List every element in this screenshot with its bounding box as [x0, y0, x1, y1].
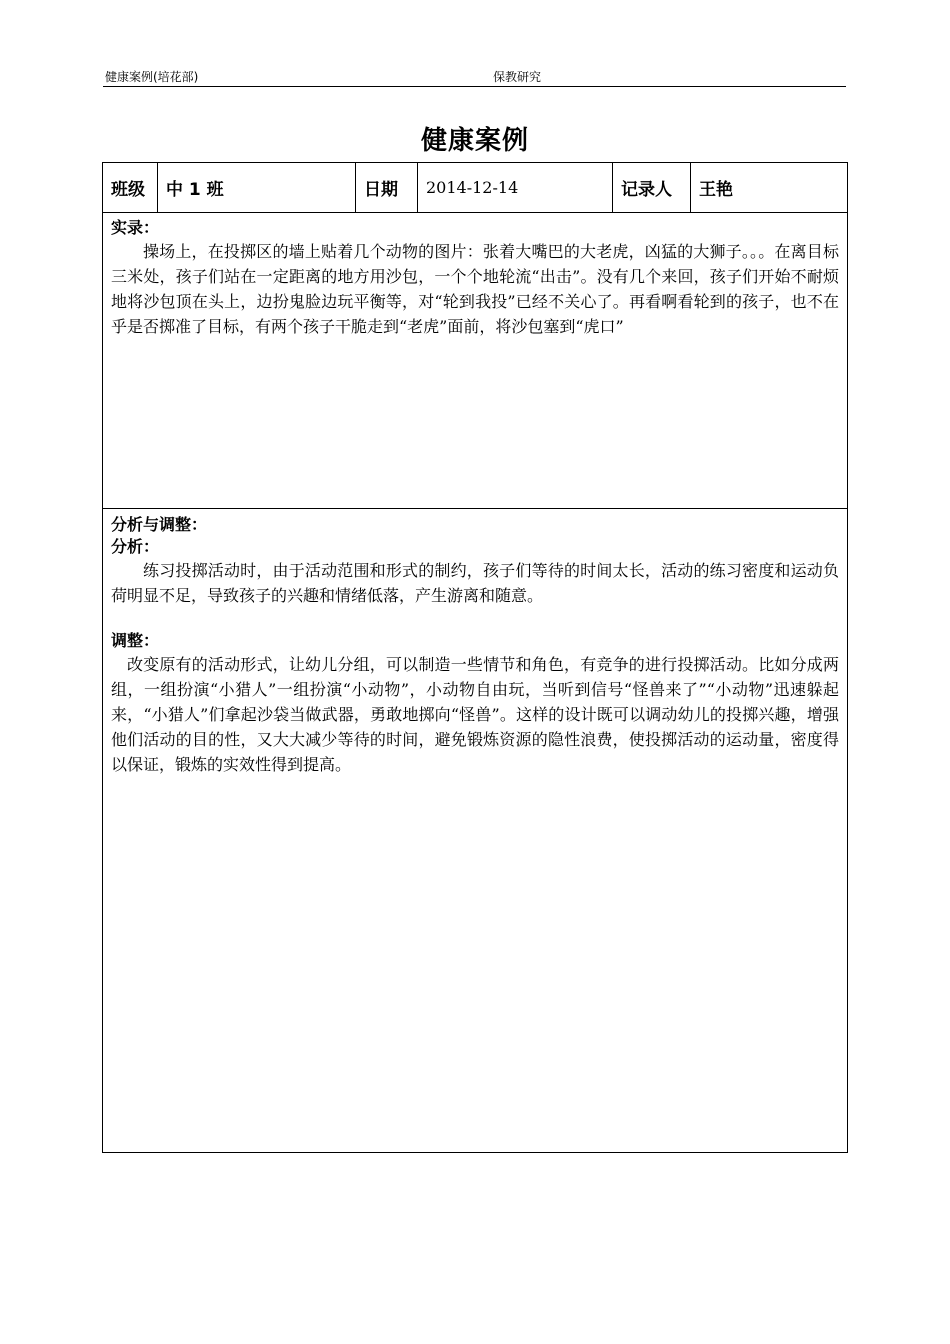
recorder-value: 王艳 [699, 180, 733, 200]
analysis-section [103, 510, 847, 1152]
section-gap [111, 608, 839, 630]
analysis-text: 练习投掷活动时，由于活动范围和形式的制约，孩子们等待的时间太长，活动的练习密度和运动负荷明显不足，导致孩子的兴趣和情绪低落，产生游离和随意。 [111, 561, 839, 605]
document-title: 健康案例 [420, 126, 529, 156]
class-label: 班级 [103, 163, 158, 212]
analysis-heading: 分析： [111, 537, 160, 556]
page-header [103, 66, 846, 87]
adjust-heading: 调整： [111, 631, 160, 650]
record-section [103, 213, 847, 509]
header-center-text: 保教研究 [493, 70, 542, 84]
info-row [103, 163, 847, 213]
date-value: 2014-12-14 [418, 163, 613, 212]
recorder-label: 记录人 [613, 163, 691, 212]
record-heading: 实录： [111, 218, 160, 237]
analysis-adjust-heading: 分析与调整： [111, 515, 208, 534]
header-left-text: 健康案例(培花部) [105, 70, 199, 84]
adjust-text: 改变原有的活动形式，让幼儿分组，可以制造一些情节和角色，有竞争的进行投掷活动。比如分成两组，一组扮演“小猎人”一组扮演“小动物”，小动物自由玩，当听到信号“怪兽来了”“小动物”迅速躲起来，“小猎人”们拿起沙袋当做武器，勇敢地掷向“怪兽”。这样的设计既可以调动幼儿的投掷兴趣，增强他们活动的目的性，又大大减少等待的时间，避免锻炼资源的隐性浪费，使投掷活动的运动量，密度得以保证，锻炼的实效性得到提高。 [111, 655, 839, 774]
record-text: 操场上，在投掷区的墙上贴着几个动物的图片：张着大嘴巴的大老虎，凶猛的大狮子。。。在离目标三米处，孩子们站在一定距离的地方用沙包，一个个地轮流“出击”。没有几个来回，孩子们开始不耐烦地将沙包顶在头上，边扮鬼脸边玩平衡等，对“轮到我投”已经不关心了。再看啊看轮到的孩子，也不在乎是否掷准了目标，有两个孩子干脆走到“老虎”面前，将沙包塞到“虎口” [111, 242, 839, 336]
date-label: 日期 [356, 163, 418, 212]
case-table [102, 162, 848, 1153]
class-value: 中 1 班 [158, 163, 356, 212]
